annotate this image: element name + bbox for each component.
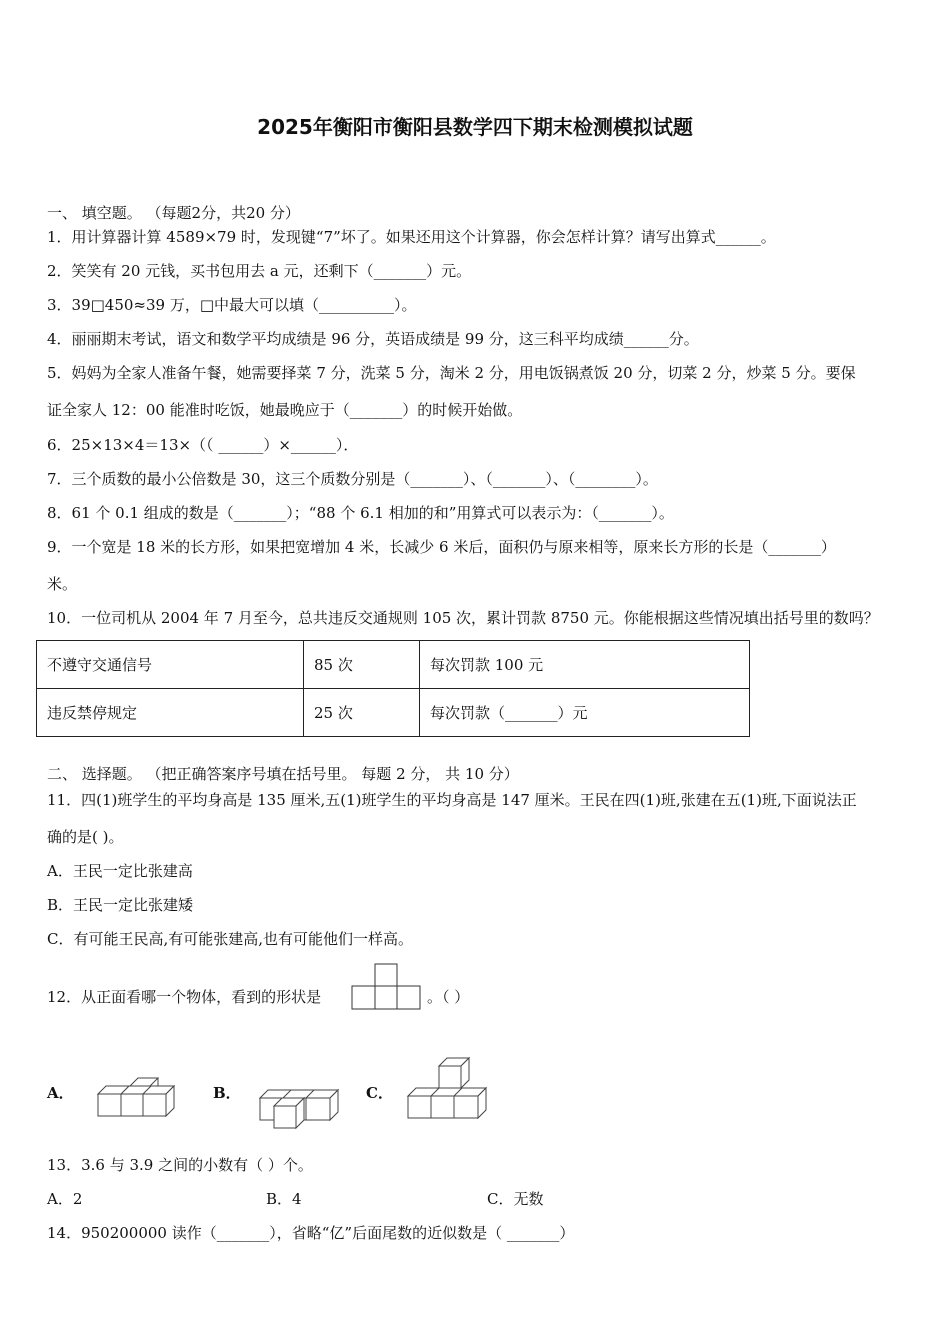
question-11-line-2: 确的是( )。: [47, 828, 124, 846]
table-row: [37, 641, 750, 689]
question-3: 3．39□450≈39 万，□中最大可以填（__________）。: [47, 296, 417, 314]
question-9-line-2: 米。: [47, 575, 78, 593]
question-1: 1．用计算器计算 4589×79 时，发现键“7”坏了。如果还用这个计算器，你会怎样计算？请写出算式______。: [47, 228, 776, 246]
option-c-cube-figure: [406, 1056, 488, 1122]
question-13-option-b: B．4: [266, 1190, 302, 1208]
question-14: 14．950200000 读作（_______），省略“亿”后面尾数的近似数是（ _______）: [47, 1224, 575, 1242]
question-13: 13．3.6 与 3.9 之间的小数有（ ）个。: [47, 1156, 313, 1174]
question-10: 10．一位司机从 2004 年 7 月至今，总共违反交通规则 105 次，累计罚款 8750 元。你能根据这些情况填出括号里的数吗？: [47, 609, 879, 627]
table-cell: 每次罚款 100 元: [420, 641, 750, 689]
question-5-line-1: 5．妈妈为全家人准备午餐，她需要择菜 7 分，洗菜 5 分，淘米 2 分，用电饭锅煮饭 20 分，切菜 2 分，炒菜 5 分。要保: [47, 364, 856, 382]
question-12-prefix: 12．从正面看哪一个物体，看到的形状是: [47, 988, 322, 1006]
question-12-option-b-label: B．: [213, 1084, 241, 1102]
section-1-header: 一、 填空题。 （每题2分，共20 分）: [47, 204, 300, 222]
table-cell: 25 次: [304, 689, 420, 737]
question-12-option-c-label: C．: [366, 1084, 393, 1102]
option-a-cube-figure: [96, 1076, 178, 1118]
penalty-table: [36, 640, 750, 737]
question-13-option-a: A．2: [47, 1190, 83, 1208]
table-row: [37, 689, 750, 737]
question-12-option-a-label: A．: [47, 1084, 74, 1102]
question-8: 8．61 个 0.1 组成的数是（_______）；“88 个 6.1 相加的和”用算式可以表示为：（_______）。: [47, 504, 674, 522]
question-4: 4．丽丽期末考试，语文和数学平均成绩是 96 分，英语成绩是 99 分，这三科平均成绩______分。: [47, 330, 699, 348]
question-11-line-1: 11．四(1)班学生的平均身高是 135 厘米,五(1)班学生的平均身高是 147 厘米。王民在四(1)班,张建在五(1)班,下面说法正: [47, 791, 857, 809]
question-11-option-b: B．王民一定比张建矮: [47, 896, 194, 914]
front-view-shape-figure: [351, 963, 423, 1011]
table-cell: 85 次: [304, 641, 420, 689]
question-5-line-2: 证全家人 12：00 能准时吃饭，她最晚应于（_______）的时候开始做。: [47, 401, 523, 419]
question-11-option-c: C．有可能王民高,有可能张建高,也有可能他们一样高。: [47, 930, 414, 948]
question-6: 6．25×13×4＝13×（（ ______）×______）．: [47, 436, 359, 454]
question-2: 2．笑笑有 20 元钱，买书包用去 a 元，还剩下（_______）元。: [47, 262, 472, 280]
question-7: 7．三个质数的最小公倍数是 30，这三个质数分别是（_______）、（_______）、（________）。: [47, 470, 658, 488]
question-12-suffix: 。（ ）: [427, 988, 470, 1006]
question-11-option-a: A．王民一定比张建高: [47, 862, 193, 880]
option-b-cube-figure: [258, 1080, 342, 1130]
page-title: 2025年衡阳市衡阳县数学四下期末检测模拟试题: [257, 115, 693, 139]
question-13-option-c: C．无数: [487, 1190, 544, 1208]
table-cell: 每次罚款（_______）元: [420, 689, 750, 737]
table-cell: 违反禁停规定: [37, 689, 304, 737]
table-cell: 不遵守交通信号: [37, 641, 304, 689]
section-2-header: 二、 选择题。 （把正确答案序号填在括号里。 每题 2 分， 共 10 分）: [47, 765, 519, 783]
question-9-line-1: 9．一个宽是 18 米的长方形，如果把宽增加 4 米，长减少 6 米后，面积仍与原来相等，原来长方形的长是（_______）: [47, 538, 836, 556]
